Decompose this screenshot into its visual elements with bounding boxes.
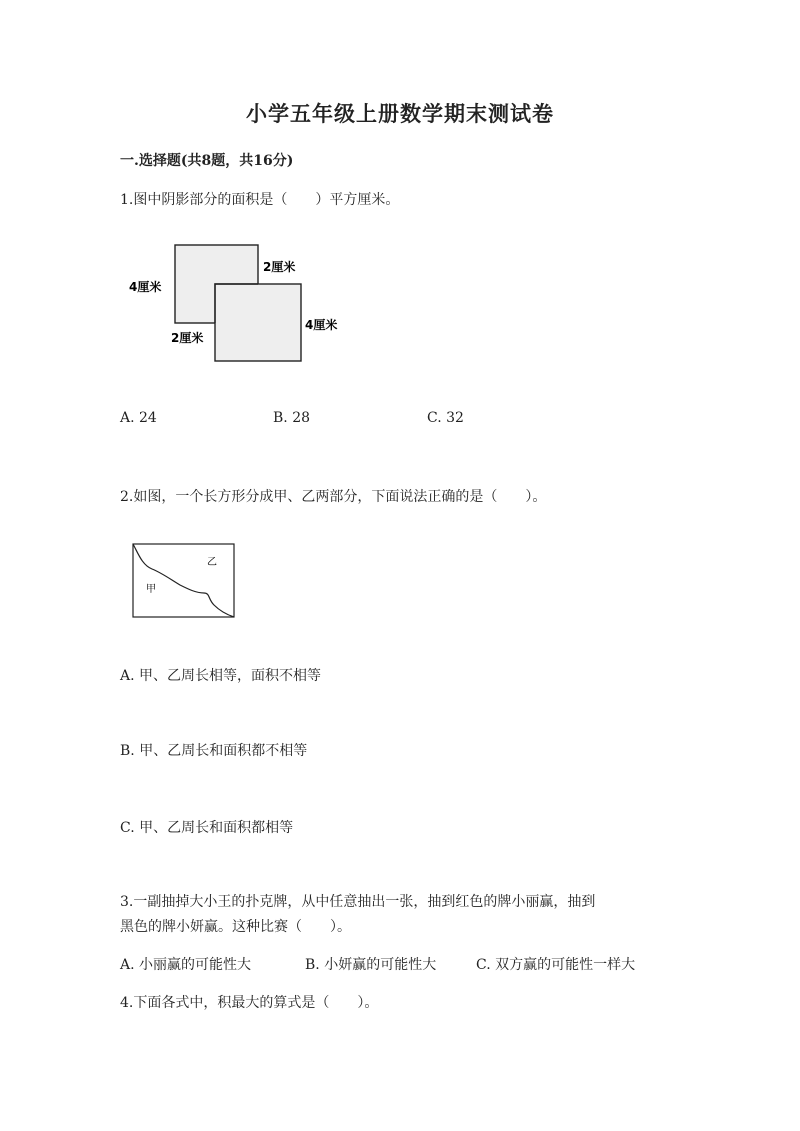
question-1-option-c: C. 32: [427, 410, 464, 426]
label-right-side: 4厘米: [305, 318, 338, 332]
label-left-side: 4厘米: [129, 280, 162, 294]
question-2-option-a: A. 甲、乙周长相等，面积不相等: [120, 668, 322, 684]
question-4-stem: 4.下面各式中，积最大的算式是（ ）。: [120, 995, 379, 1011]
question-3-stem-line-2: 黑色的牌小妍赢。这种比赛（ ）。: [120, 919, 351, 935]
label-jia: 甲: [146, 584, 156, 595]
question-2-option-c: C. 甲、乙周长和面积都相等: [120, 820, 294, 836]
question-3-option-b: B. 小妍赢的可能性大: [305, 957, 437, 973]
question-1-figure: [120, 232, 360, 372]
question-2-stem: 2.如图，一个长方形分成甲、乙两部分，下面说法正确的是（ ）。: [120, 489, 547, 505]
label-yi: 乙: [207, 557, 217, 568]
question-1-option-a: A. 24: [120, 410, 157, 426]
section-heading: 一.选择题(共8题，共16分): [120, 153, 294, 169]
label-top-right-overlap: 2厘米: [263, 260, 296, 274]
question-3-option-a: A. 小丽赢的可能性大: [120, 957, 252, 973]
question-2-option-b: B. 甲、乙周长和面积都不相等: [120, 743, 308, 759]
question-1-option-b: B. 28: [273, 410, 311, 426]
page-title: 小学五年级上册数学期末测试卷: [246, 101, 554, 126]
question-1-stem: 1.图中阴影部分的面积是（ ）平方厘米。: [120, 192, 400, 208]
question-3-stem-line-1: 3.一副抽掉大小王的扑克牌，从中任意抽出一张，抽到红色的牌小丽赢，抽到: [120, 894, 596, 910]
question-2-figure: [130, 541, 240, 621]
dividing-curve: [133, 544, 234, 617]
question-3-option-c: C. 双方赢的可能性一样大: [476, 957, 636, 973]
label-bottom-left-overlap: 2厘米: [171, 331, 204, 345]
shaded-square-lower-right: [215, 284, 301, 361]
rectangle-outline: [133, 544, 234, 617]
